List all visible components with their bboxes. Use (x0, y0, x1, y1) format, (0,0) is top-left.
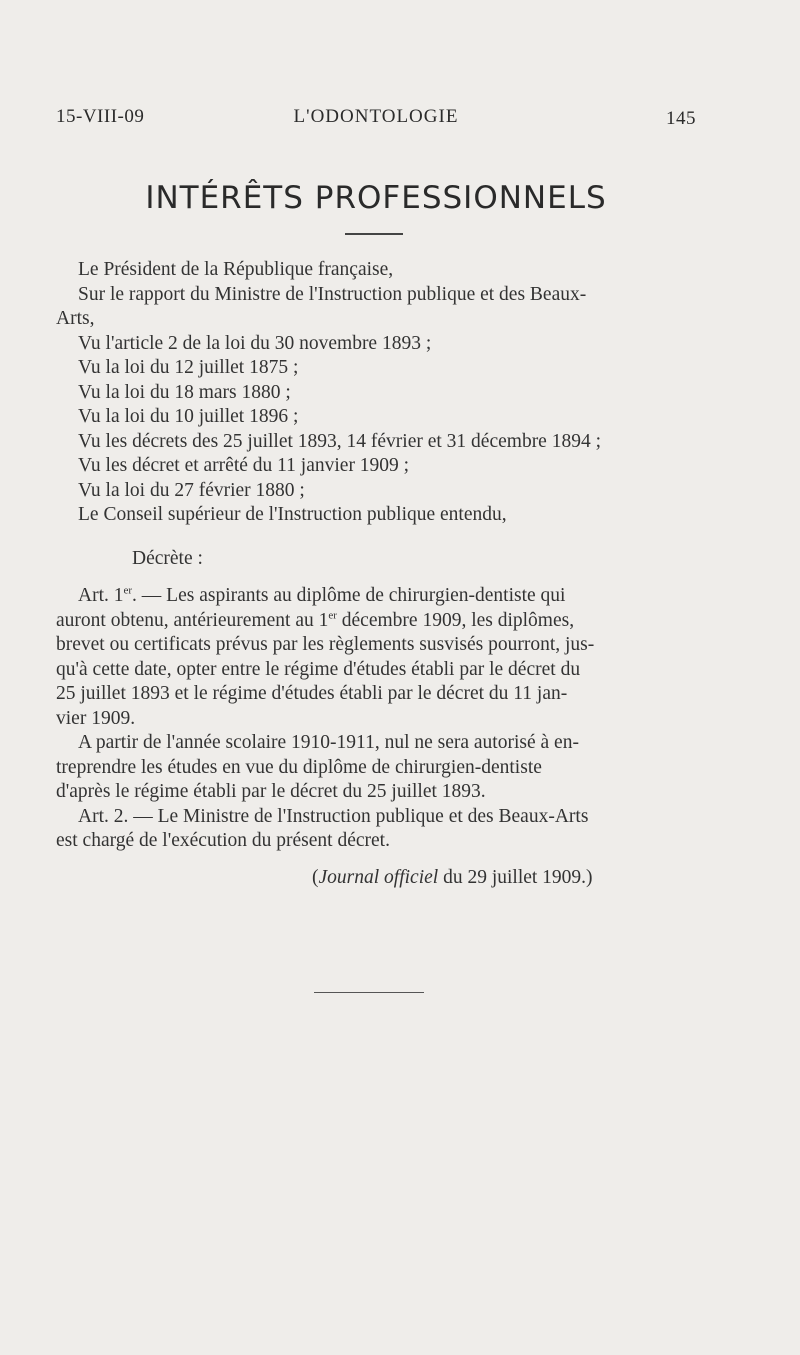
preamble-line: Vu la loi du 18 mars 1880 ; (78, 381, 291, 403)
preamble-line: Le Président de la République française, (78, 259, 394, 280)
article-1-text: . — Les aspirants au diplôme de chirurgien-dentiste qui (132, 585, 566, 606)
article-1-line: brevet ou certificats prévus par les règlements susvisés pourront, jus- (56, 634, 595, 655)
ordinal-superscript: er (123, 584, 133, 597)
preamble-line: Vu les décret et arrêté du 11 janvier 1909 ; (78, 455, 410, 476)
source-citation (56, 866, 698, 891)
article-1-text: auront obtenu, antérieurement au 1 (56, 609, 329, 631)
article-1-label: Art. 1 (78, 585, 124, 606)
decrete-heading: Décrète : (132, 547, 203, 569)
source-date: du 29 juillet 1909.) (438, 866, 593, 888)
decree-text (56, 258, 698, 890)
preamble-line: Vu la loi du 12 juillet 1875 ; (78, 357, 299, 378)
preamble-line: Arts, (56, 308, 95, 329)
article-1-line: d'après le régime établi par le décret du 25 juillet 1893. (56, 781, 486, 802)
preamble-line: Vu la loi du 10 juillet 1896 ; (78, 406, 299, 427)
article-2-line: Art. 2. — Le Ministre de l'Instruction publique et des Beaux-Arts (78, 805, 589, 827)
preamble-line: Vu les décrets des 25 juillet 1893, 14 février et 31 décembre 1894 ; (78, 430, 602, 452)
article-1-line: qu'à cette date, opter entre le régime d'études établi par le décret du (56, 658, 581, 680)
preamble-line: Sur le rapport du Ministre de l'Instruction publique et des Beaux- (78, 283, 587, 305)
preamble-line: Vu l'article 2 de la loi du 30 novembre 1893 ; (78, 332, 432, 354)
journal-name: L'ODONTOLOGIE (293, 106, 459, 127)
article-1-line (56, 609, 698, 634)
source-journal: Journal officiel (318, 866, 439, 888)
article-1-line: treprendre les études en vue du diplôme de chirurgien-dentiste (56, 756, 542, 778)
issue-date: 15-VIII-09 (56, 106, 145, 127)
running-head (56, 106, 696, 130)
article-1-text: décembre 1909, les diplômes, (336, 609, 575, 631)
article-1-line: A partir de l'année scolaire 1910-1911, nul ne sera autorisé à en- (78, 732, 579, 753)
article-2-line: est chargé de l'exécution du présent décret. (56, 830, 390, 851)
article-1-line: 25 juillet 1893 et le régime d'études établi par le décret du 11 jan- (56, 683, 568, 704)
title-rule (345, 233, 403, 235)
article-1-line (56, 584, 698, 609)
article-1-line: vier 1909. (56, 707, 136, 729)
section-title: INTÉRÊTS PROFESSIONNELS (145, 180, 607, 216)
preamble-line: Vu la loi du 27 février 1880 ; (78, 479, 305, 501)
ordinal-superscript: er (328, 609, 337, 621)
page-number: 145 (666, 108, 696, 129)
source-open-paren: ( (312, 866, 319, 888)
preamble-line: Le Conseil supérieur de l'Instruction publique entendu, (78, 504, 507, 525)
end-rule (314, 992, 424, 993)
